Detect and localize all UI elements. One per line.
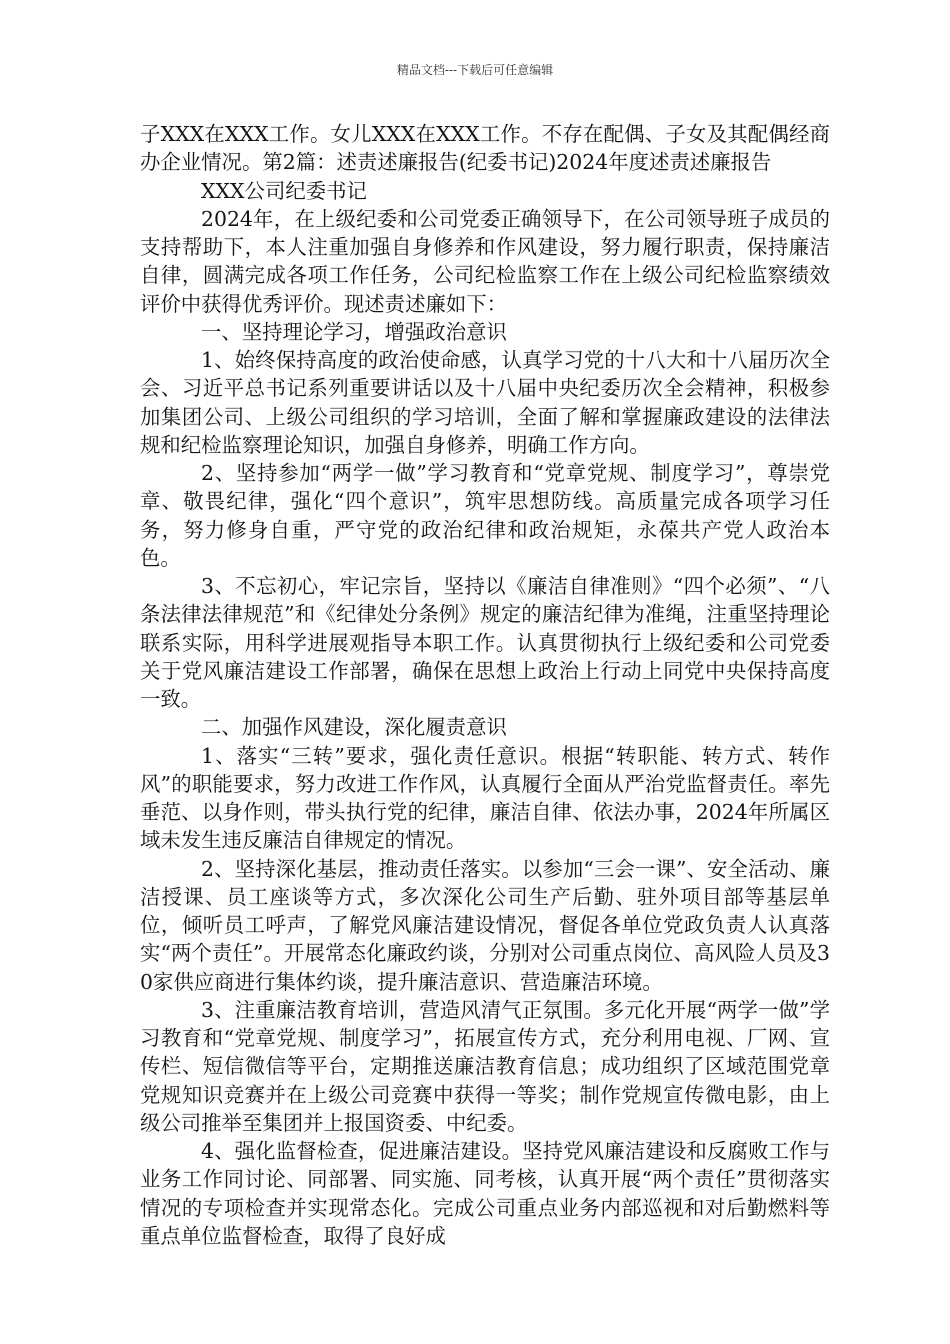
paragraph-2-2: 2、坚持深化基层，推动责任落实。以参加“三会一课”、安全活动、廉洁授课、员工座谈等方式，多次深化公司生产后勤、驻外项目部等基层单位，倾听员工呼声，了解党风廉洁建设情况，督促各单位党政负责人认真落实“两个责任”。开展常态化廉政约谈，分别对公司重点岗位、高风险人员及30家供应商进行集体约谈，提升廉洁意识、营造廉洁环境。 (140, 856, 830, 994)
paragraph-2-4: 4、强化监督检查，促进廉洁建设。坚持党风廉洁建设和反腐败工作与业务工作同讨论、同部署、同实施、同考核，认真开展“两个责任”贯彻落实情况的专项检查并实现常态化。完成公司重点业务内部巡视和对后勤燃料等重点单位监督检查，取得了良好成 (140, 1139, 830, 1248)
document-body (140, 120, 830, 1250)
paragraph-2-1: 1、落实“三转”要求，强化责任意识。根据“转职能、转方式、转作风”的职能要求，努力改进工作作风，认真履行全面从严治党监督责任。率先垂范、以身作则，带头执行党的纪律，廉洁自律、依法办事，2024年所属区域未发生违反廉洁自律规定的情况。 (140, 743, 830, 853)
paragraph-author-title: XXX公司纪委书记 (201, 178, 367, 203)
paragraph-intro-continuation: 子XXX在XXX工作。女儿XXX在XXX工作。不存在配偶、子女及其配偶经商办企业情况。第2篇：述责述廉报告(纪委书记)2024年度述责述廉报告 (140, 122, 830, 175)
page-header: 精品文档---下载后可任意编辑 (396, 63, 554, 77)
paragraph-1-2: 2、坚持参加“两学一做”学习教育和“党章党规、制度学习”，尊崇党章、敬畏纪律，强化“四个意识”，筑牢思想防线。高质量完成各项学习任务，努力修身自重，严守党的政治纪律和政治规矩，永葆共产党人政治本色。 (140, 461, 830, 570)
paragraph-2-3: 3、注重廉洁教育培训，营造风清气正氛围。多元化开展“两学一做”学习教育和“党章党规、制度学习”，拓展宣传方式，充分利用电视、厂网、宣传栏、短信微信等平台，定期推送廉洁教育信息；成功组织了区域范围党章党规知识竞赛并在上级公司竞赛中获得一等奖；制作党规宣传微电影，由上级公司推举至集团并上报国资委、中纪委。 (140, 997, 830, 1135)
paragraph-opening: 2024年，在上级纪委和公司党委正确领导下，在公司领导班子成员的支持帮助下，本人注重加强自身修养和作风建设，努力履行职责，保持廉洁自律，圆满完成各项工作任务，公司纪检监察工作在上级公司纪检监察绩效评价中获得优秀评价。现述责述廉如下： (140, 206, 830, 316)
paragraph-1-1: 1、始终保持高度的政治使命感，认真学习党的十八大和十八届历次全会、习近平总书记系列重要讲话以及十八届中央纪委历次全会精神，积极参加集团公司、上级公司组织的学习培训，全面了解和掌握廉政建设的法律法规和纪检监察理论知识，加强自身修养，明确工作方向。 (140, 348, 830, 457)
paragraph-1-3: 3、不忘初心，牢记宗旨，坚持以《廉洁自律准则》“四个必须”、“八条法律法律规范”和《纪律处分条例》规定的廉洁纪律为准绳，注重坚持理论联系实际，用科学进展观指导本职工作。认真贯彻执行上级纪委和公司党委关于党风廉洁建设工作部署，确保在思想上政治上行动上同党中央保持高度一致。 (140, 574, 830, 711)
section-heading-2: 二、加强作风建设，深化履责意识 (201, 715, 507, 740)
section-heading-1: 一、坚持理论学习，增强政治意识 (201, 319, 507, 344)
